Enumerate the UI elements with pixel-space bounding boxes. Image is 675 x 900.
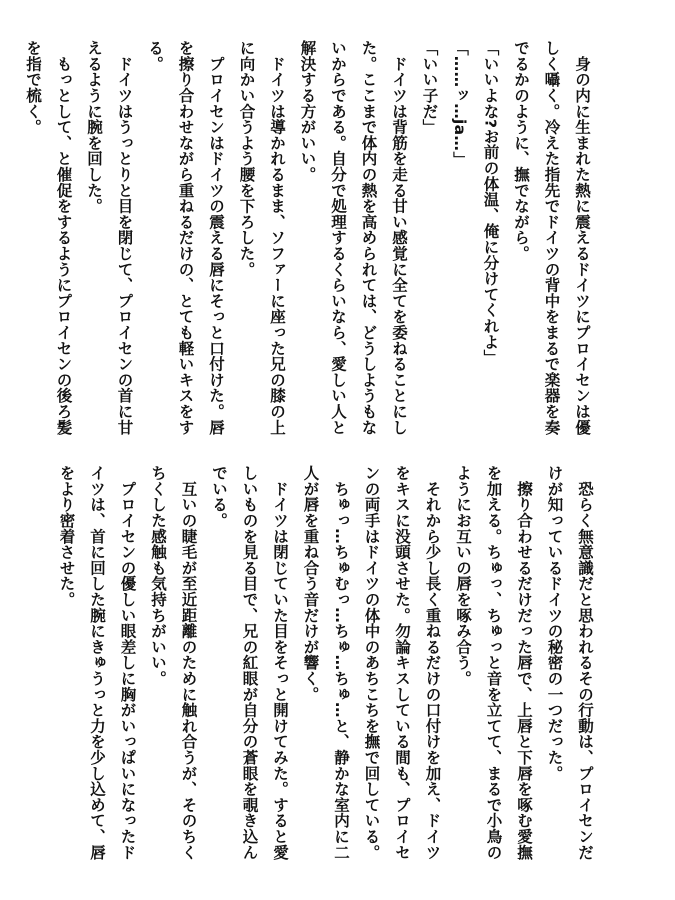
paragraph: プロイセンはドイツの震える唇にそっと口付けた。唇を擦り合わせながら重ねるだけの、とても軽いキスをする。	[146, 40, 225, 435]
dialogue-line: 「いいよな?お前の体温、俺に分けてくれよ」	[481, 40, 500, 366]
paragraph: ドイツはうっとりと目を閉じて、プロイセンの首に甘えるように腕を回した。	[85, 40, 134, 435]
text-block-bottom	[51, 465, 600, 870]
paragraph: ドイツは背筋を走る甘い感覚に全てを委ねることにした。ここまで体内の熱を高められては、どうしようもないからである。自分で処理するくらいなら、愛しい人と解決する方がいい。	[298, 40, 408, 435]
paragraph: 互いの睫毛が至近距離のために触れ合うが、そのちくちくした感触も気持ちがいい。	[149, 465, 198, 860]
paragraph: 身の内に生まれた熱に震えるドイツにプロイセンは優しく囁く。冷えた指先でドイツの背中をまるで楽器を奏でるかのように、撫でながら。	[512, 40, 591, 435]
dialogue-line: 「いい子だ」	[420, 40, 439, 135]
paragraph: それから少し長く重ねるだけの口付けを加え、ドイツをキスに没頭させた。勿論キスしている間も、プロイセンの両手はドイツの体中のあちこちを撫で回している。	[362, 465, 442, 860]
paragraph: ドイツは導かれるまま、ソファーに座った兄の膝の上に向かい合うよう腰を下ろした。	[237, 40, 286, 435]
paragraph: ちゅっ…ちゅむっ…ちゅ…ちゅ…と、静かな室内に二人が唇を重ね合う音だけが響く。	[301, 465, 350, 860]
paragraph: 擦り合わせるだけだった唇で、上唇と下唇を啄む愛撫を加える。ちゅっ、ちゅっと音を立てて、まるで小鳥のようにお互いの唇を啄み合う。	[454, 465, 533, 860]
paragraph: ドイツは閉じていた目をそっと開けてみた。すると愛しいものを見る目で、兄の紅眼が自分の蒼眼を覗き込んでいる。	[210, 465, 289, 860]
dialogue-line: 「……ッ…ja…」	[451, 40, 469, 167]
paragraph: もっとして、と催促をするようにプロイセンの後ろ髪を指で梳く。	[24, 40, 73, 435]
paragraph: 恐らく無意識だと思われるその行動は、プロイセンだけが知っているドイツの秘密の一つだった。	[545, 465, 594, 860]
text-block-top	[18, 40, 598, 445]
paragraph: プロイセンの優しい眼差しに胸がいっぱいになったドイツは、首に回した腕にきゅうっと力を少し込めて、唇をより密着させた。	[57, 465, 137, 860]
